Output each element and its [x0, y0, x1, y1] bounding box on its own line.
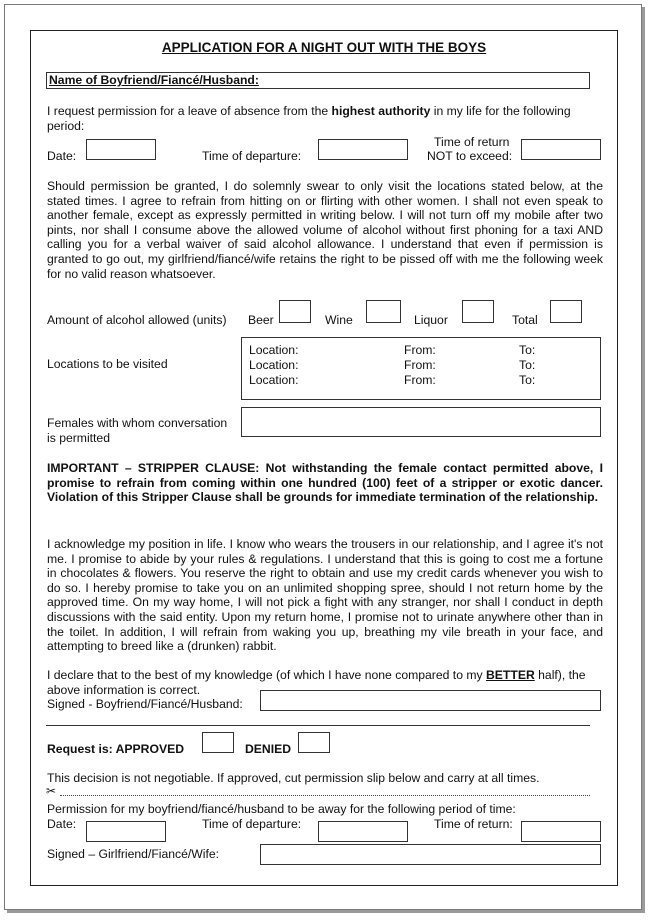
total-label: Total	[512, 313, 538, 327]
oath-paragraph: Should permission be granted, I do solemnly swear to only visit the locations stated below, at the stated times. I agree to refrain from hitting on or flirting with other women. I shall not even speak to another female, except as expressly permitted in writing below. I will not turn off my mobile after two pints, nor shall I consume above the allowed volume of alcohol without first phoning for a taxi AND calling you for a verbal waiver of said alcohol allowance. I understand that even if permission is granted to go out, my girlfriend/fiancé/wife retains the right to be pissed off with me the following week for no valid reason whatsoever.	[47, 179, 603, 281]
denied-checkbox[interactable]	[298, 732, 330, 753]
signed-female-label: Signed – Girlfriend/Fiancé/Wife:	[47, 847, 220, 861]
from-1: From:	[404, 343, 436, 357]
date-label: Date:	[47, 149, 77, 163]
slip-date-label: Date:	[47, 817, 77, 831]
alcohol-label: Amount of alcohol allowed (units)	[47, 313, 227, 327]
locations-label: Locations to be visited	[47, 357, 168, 371]
beer-label: Beer	[248, 313, 274, 327]
departure-input[interactable]	[318, 139, 408, 160]
slip-departure-input[interactable]	[318, 821, 408, 842]
denied-label: DENIED	[245, 742, 292, 756]
request-is-label: Request is: APPROVED	[47, 742, 185, 756]
stripper-clause: IMPORTANT – STRIPPER CLAUSE: Not withstanding the female contact permitted above, I promise to refrain from coming within one hundred (100) feet of a stripper or exotic dancer. Violation of this Stripper Clause shall be grounds for immediate termination of the relationship.	[47, 461, 603, 505]
acknowledge-paragraph: I acknowledge my position in life. I know who wears the trousers in our relationship, and I agree it's not me. I promise to abide by your rules & regulations. I understand that this is going to cost me a fortune in chocolates & flowers. You reserve the right to obtain and use my credit cards whenever you wish to do so. I hereby promise to take you on an unlimited shopping spree, should I not return home by the approved time. On my way home, I will not pick a fight with any stranger, nor shall I conduct in depth discussions with the said entity. Upon my return home, I promise not to urinate anywhere other than in the toilet. In addition, I will refrain from waking you up, breathing my vile breath in your face, and attempting to breed like a (drunken) rabbit.	[47, 537, 603, 654]
liquor-input[interactable]	[462, 300, 494, 323]
declare-prefix: I declare that to the best of my knowledge (of which I have none compared to my	[47, 668, 486, 682]
slip-date-input[interactable]	[86, 821, 166, 842]
request-prefix: I request permission for a leave of absence from the	[47, 104, 332, 118]
from-3: From:	[404, 373, 436, 387]
departure-label: Time of departure:	[202, 149, 302, 163]
females-label-line1: Females with whom conversation	[47, 416, 228, 430]
females-input[interactable]	[241, 407, 601, 437]
cut-line	[60, 795, 590, 796]
slip-text: Permission for my boyfriend/fiancé/husband to be away for the following period of time:	[47, 802, 516, 816]
section-divider	[46, 725, 590, 726]
approved-checkbox[interactable]	[202, 732, 234, 753]
wine-label: Wine	[325, 313, 353, 327]
liquor-label: Liquor	[414, 313, 448, 327]
slip-departure-label: Time of departure:	[202, 817, 302, 831]
name-field[interactable]	[46, 72, 590, 89]
beer-input[interactable]	[279, 300, 311, 323]
return-label-line1: Time of return	[434, 135, 510, 149]
slip-return-input[interactable]	[521, 821, 601, 842]
signed-male-input[interactable]	[260, 690, 601, 711]
return-input[interactable]	[521, 139, 601, 160]
location-2: Location:	[249, 358, 299, 372]
wine-input[interactable]	[366, 300, 401, 323]
name-label: Name of Boyfriend/Fiancé/Husband:	[49, 73, 259, 87]
form-title: APPLICATION FOR A NIGHT OUT WITH THE BOYS	[161, 40, 487, 55]
scissors-icon: ✂	[46, 784, 57, 798]
return-label-line2: NOT to exceed:	[427, 149, 513, 163]
location-3: Location:	[249, 373, 299, 387]
slip-return-label: Time of return:	[434, 817, 513, 831]
total-input[interactable]	[550, 300, 582, 323]
request-paragraph	[47, 104, 603, 133]
request-bold: highest authority	[331, 104, 431, 118]
from-2: From:	[404, 358, 436, 372]
to-2: To:	[519, 358, 536, 372]
decision-text: This decision is not negotiable. If approved, cut permission slip below and carry at all times.	[47, 771, 540, 785]
request-suffix: in my life for the following period:	[47, 104, 571, 133]
females-label-line2: is permitted	[47, 431, 110, 445]
date-input[interactable]	[86, 139, 156, 160]
signed-female-input[interactable]	[260, 844, 601, 865]
signed-male-label: Signed - Boyfriend/Fiancé/Husband:	[47, 697, 243, 711]
location-1: Location:	[249, 343, 299, 357]
better-word: BETTER	[486, 668, 535, 682]
to-3: To:	[519, 373, 536, 387]
declare-suffix: half), the above information is correct.	[47, 668, 586, 697]
to-1: To:	[519, 343, 536, 357]
